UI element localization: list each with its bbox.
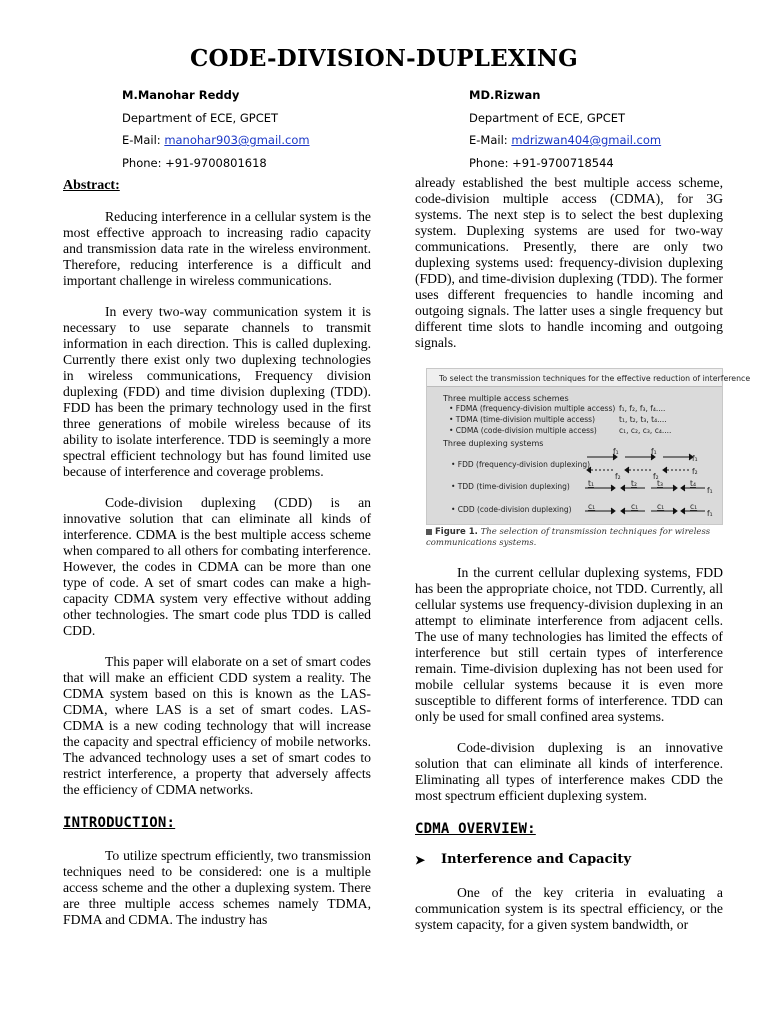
body-paragraph: One of the key criteria in evaluating a communication system is its spectral efficiency, or the system capacity, for a given system bandwidth, or — [415, 885, 723, 932]
figure-access-value: c₁, c₂, c₃, c₄.... — [619, 426, 672, 435]
cdd-label: f₁ — [707, 509, 713, 518]
email-label: E-Mail: — [469, 133, 508, 147]
right-column-bottom — [415, 565, 723, 933]
introduction-heading: INTRODUCTION: — [63, 815, 176, 831]
body-paragraph: In the current cellular duplexing systems, FDD has been the appropriate choice, not TDD. Currently, all cellular systems use frequency-division duplexing in an attempt to eliminate interference from adjacent cells. The use of many technologies has limited the effects of interference but still certain types of interference remain. Time-division duplexing has not been used for mobile cellular systems because it is even more susceptible to different forms of interference. TDD can only be used for small confined area systems. — [415, 565, 723, 724]
abstract-paragraph: Code-division duplexing (CDD) is an innovative solution that can eliminate all kinds of interference. CDMA is the best multiple access scheme when compared to all others for combating interference. However, the codes in CDMA can be more than one type of code. A set of smart codes can make a high-capacity CDMA system very effective without adding other technologies. The smart code plus TDD is called CDD. — [63, 495, 371, 638]
author-block-1 — [122, 84, 310, 174]
figure-access-value: f₁, f₂, f₃, f₄.... — [619, 404, 666, 413]
tdd-label: t₃ — [657, 479, 663, 488]
arrow-bullet-icon: ➤ — [415, 853, 426, 867]
caption-label: Figure 1. — [435, 527, 478, 537]
paper-title: CODE-DIVISION-DUPLEXING — [190, 45, 578, 72]
figure-duplex-title: Three duplexing systems — [443, 439, 544, 448]
cdma-overview-heading: CDMA OVERVIEW: — [415, 821, 536, 837]
cdd-label: c₁ — [588, 502, 596, 511]
subheading-text: Interference and Capacity — [441, 852, 631, 867]
left-column — [63, 178, 371, 928]
fdd-label: f₁ — [651, 447, 657, 456]
figure-duplex-item: • TDD (time-division duplexing) — [451, 482, 570, 491]
figure-duplex-item: • FDD (frequency-division duplexing) — [451, 460, 591, 469]
right-column-top — [415, 175, 723, 351]
introduction-paragraph: To utilize spectrum efficiently, two transmission techniques need to be considered: one is a multiple access scheme and the other a duplexing system. There are three multiple access schemes namely TDMA, FDMA and CDMA. The industry has — [63, 848, 371, 927]
figure-diagram-svg — [427, 369, 722, 524]
figure-access-value: t₁, t₂, t₃, t₄.... — [619, 415, 667, 424]
fdd-label: f₂ — [692, 467, 698, 476]
figure-duplex-item: • CDD (code-division duplexing) — [451, 505, 572, 514]
fdd-label: f₁ — [692, 454, 698, 463]
figure-1 — [426, 368, 751, 525]
author-email-link[interactable]: manohar903@gmail.com — [164, 133, 310, 147]
figure-access-item: • FDMA (frequency-division multiple access) — [449, 404, 616, 413]
abstract-paragraph: This paper will elaborate on a set of smart codes that will make an efficient CDD system a reality. The CDMA system based on this is known as the LAS-CDMA, where LAS is a set of smart codes. LAS-CDMA is a new coding technology that will increase the capacity and spectral efficiency of mobile networks. The advanced technology uses a set of smart codes to restrict interference, a property that adversely affects the efficiency of CDMA networks. — [63, 654, 371, 797]
author-name: MD.Rizwan — [469, 88, 541, 102]
author-block-2 — [469, 84, 661, 174]
author-phone: Phone: +91-9700718544 — [469, 155, 614, 170]
author-name: M.Manohar Reddy — [122, 88, 240, 102]
author-department: Department of ECE, GPCET — [469, 110, 626, 125]
author-email-link[interactable]: mdrizwan404@gmail.com — [511, 133, 662, 147]
figure-access-item: • CDMA (code-division multiple access) — [449, 426, 597, 435]
figure-caption — [426, 527, 726, 549]
cdd-label: c₁ — [657, 502, 665, 511]
email-label: E-Mail: — [122, 133, 161, 147]
tdd-label: t₂ — [631, 479, 637, 488]
caption-square-icon — [426, 529, 432, 535]
author-phone: Phone: +91-9700801618 — [122, 155, 267, 170]
fdd-label: f₁ — [613, 447, 619, 456]
abstract-heading: Abstract: — [63, 178, 120, 193]
caption-text: The selection of transmission techniques for wireless communications systems. — [426, 527, 711, 548]
fdd-label: f₂ — [615, 472, 621, 481]
abstract-paragraph: Reducing interference in a cellular system is the most effective approach to increasing radio capacity and transmission data rate in the wireless environment. Therefore, reducing interference is a difficult and important challenge in wireless communications. — [63, 209, 371, 288]
interference-capacity-subheading — [415, 852, 723, 868]
author-email-line — [122, 129, 310, 152]
continuation-paragraph: already established the best multiple access scheme, code-division multiple access (CDMA), for 3G systems. The next step is to select the best duplexing system. Duplexing systems are used for two-way communications. Presently, there are only two duplexing systems used: frequency-division duplexing (FDD), and time-division duplexing (TDD). The former uses different frequencies to handle incoming and outgoing signals. The latter uses a single frequency but different time slots to handle incoming and outgoing signals. — [415, 175, 723, 350]
abstract-paragraph: In every two-way communication system it is necessary to use separate channels to transmit information in each direction. This is called duplexing. Currently there exist only two duplexing technologies in wireless communications, Frequency division duplexing (FDD) and time division duplexing (TDD). FDD has been the primary technology used in the first three generations of mobile wireless because of its ability to isolate interference. TDD is seemingly a more spectral efficient technology but has found limited use because of interference and coverage problems. — [63, 304, 371, 479]
tdd-label: t₄ — [690, 479, 696, 488]
cdd-label: c₁ — [690, 502, 698, 511]
author-email-line — [469, 129, 661, 152]
cdd-label: c₁ — [631, 502, 639, 511]
figure-access-title: Three multiple access schemes — [443, 394, 569, 403]
figure-header: To select the transmission techniques for the effective reduction of interference — [439, 374, 751, 383]
tdd-label: f₁ — [707, 486, 713, 495]
fdd-label: f₂ — [653, 472, 659, 481]
figure-access-item: • TDMA (time-division multiple access) — [449, 415, 596, 424]
author-department: Department of ECE, GPCET — [122, 110, 279, 125]
body-paragraph: Code-division duplexing is an innovative solution that can eliminate all kinds of interference. Eliminating all types of interference makes CDD the most spectrum efficient duplexing system. — [415, 740, 723, 803]
tdd-label: t₁ — [588, 479, 594, 488]
